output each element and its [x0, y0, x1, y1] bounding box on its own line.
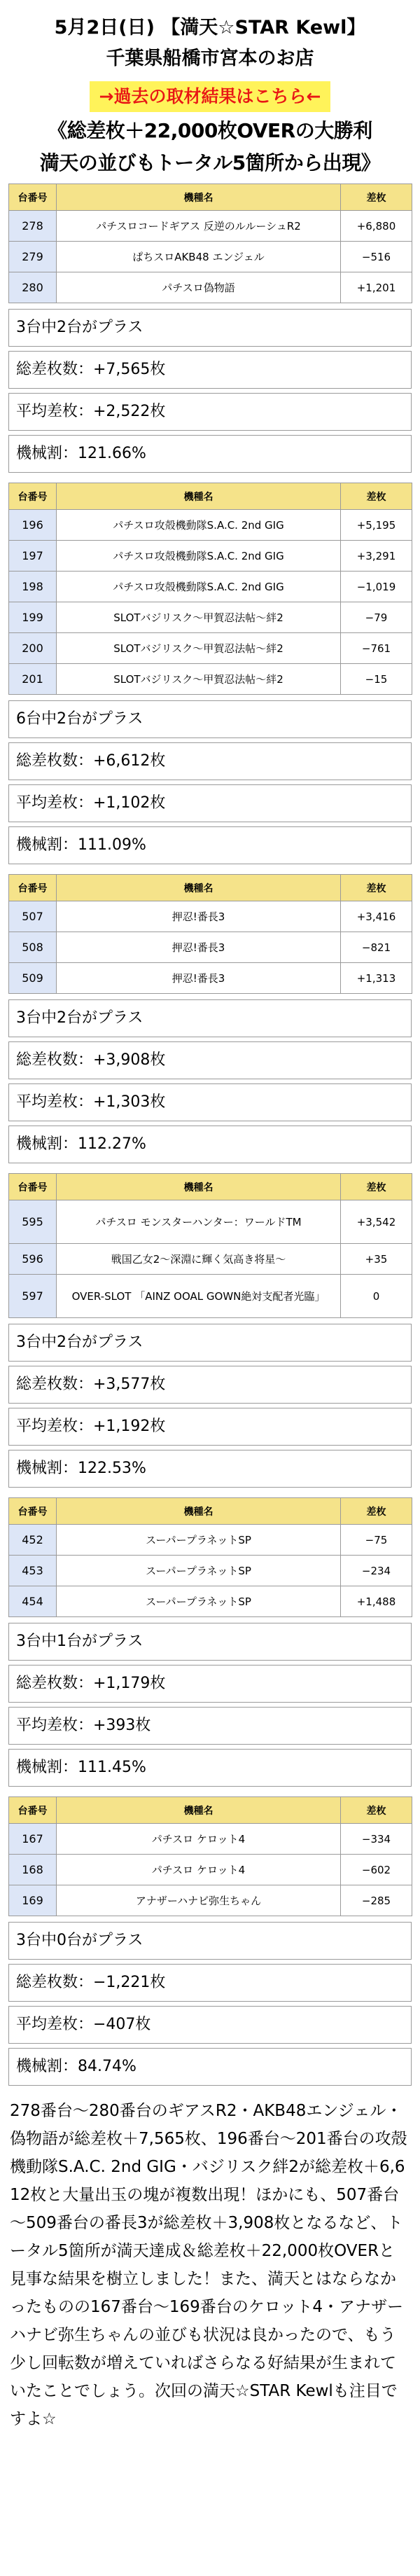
- machine-name: スーパープラネットSP: [57, 1556, 341, 1586]
- machine-name: パチスロ攻殻機動隊S.A.C. 2nd GIG: [57, 572, 341, 602]
- machine-name: SLOTバジリスク～甲賀忍法帖～絆2: [57, 633, 341, 664]
- result-group: [8, 483, 412, 864]
- payout-rate: 機械割：122.53%: [8, 1450, 412, 1488]
- header-machine: 機種名: [57, 875, 341, 901]
- machine-diff: −285: [341, 1885, 412, 1916]
- total-diff: 総差枚数：−1,221枚: [8, 1964, 412, 2002]
- machine-name: SLOTバジリスク～甲賀忍法帖～絆2: [57, 664, 341, 695]
- table-header-row: [9, 184, 412, 211]
- machine-diff: −821: [341, 932, 412, 963]
- header-machine: 機種名: [57, 483, 341, 510]
- machine-diff: −761: [341, 633, 412, 664]
- table-row: [9, 541, 412, 572]
- machine-table: [8, 874, 412, 994]
- machine-name: SLOTバジリスク～甲賀忍法帖～絆2: [57, 602, 341, 633]
- table-row: [9, 932, 412, 963]
- table-header-row: [9, 483, 412, 510]
- machine-name: 押忍!番長3: [57, 932, 341, 963]
- machine-name: 戦国乙女2～深淵に輝く気高き将星～: [57, 1244, 341, 1275]
- header-number: 台番号: [9, 1174, 57, 1200]
- header-number: 台番号: [9, 483, 57, 510]
- machine-table: [8, 1497, 412, 1617]
- result-group: [8, 1796, 412, 2086]
- table-row: [9, 572, 412, 602]
- machine-number: 198: [9, 572, 57, 602]
- table-row: [9, 1525, 412, 1556]
- header-number: 台番号: [9, 1797, 57, 1824]
- header-number: 台番号: [9, 1498, 57, 1525]
- machine-table: [8, 1796, 412, 1916]
- total-diff: 総差枚数：+1,179枚: [8, 1665, 412, 1703]
- average-diff: 平均差枚：+1,303枚: [8, 1083, 412, 1121]
- machine-name: ぱちスロAKB48 エンジェル: [57, 242, 341, 272]
- machine-name: アナザーハナビ弥生ちゃん: [57, 1885, 341, 1916]
- machine-number: 454: [9, 1586, 57, 1617]
- machine-name: 押忍!番長3: [57, 963, 341, 994]
- machine-number: 200: [9, 633, 57, 664]
- table-row: [9, 1275, 412, 1318]
- machine-diff: −234: [341, 1556, 412, 1586]
- machine-number: 453: [9, 1556, 57, 1586]
- result-group: [8, 874, 412, 1163]
- total-diff: 総差枚数：+3,577枚: [8, 1366, 412, 1404]
- machine-diff: +1,488: [341, 1586, 412, 1617]
- machine-name: パチスロ ケロット4: [57, 1824, 341, 1855]
- header-diff: 差枚: [341, 483, 412, 510]
- average-diff: 平均差枚：+393枚: [8, 1707, 412, 1745]
- headline-line-1: 《総差枚＋22,000枚OVERの大勝利: [48, 119, 372, 142]
- table-row: [9, 1200, 412, 1244]
- total-diff: 総差枚数：+3,908枚: [8, 1041, 412, 1079]
- average-diff: 平均差枚：−407枚: [8, 2006, 412, 2044]
- headline: [8, 115, 412, 179]
- table-row: [9, 1244, 412, 1275]
- plus-count: 3台中0台がプラス: [8, 1922, 412, 1960]
- table-row: [9, 1855, 412, 1885]
- machine-name: パチスロ攻殻機動隊S.A.C. 2nd GIG: [57, 541, 341, 572]
- machine-diff: +6,880: [341, 211, 412, 242]
- machine-number: 201: [9, 664, 57, 695]
- plus-count: 3台中2台がプラス: [8, 999, 412, 1037]
- page-subtitle: 千葉県船橋市宮本のお店: [106, 48, 314, 69]
- table-row: [9, 602, 412, 633]
- table-row: [9, 1885, 412, 1916]
- machine-number: 167: [9, 1824, 57, 1855]
- machine-name: スーパープラネットSP: [57, 1586, 341, 1617]
- machine-diff: −334: [341, 1824, 412, 1855]
- plus-count: 3台中2台がプラス: [8, 309, 412, 347]
- table-row: [9, 211, 412, 242]
- plus-count: 3台中1台がプラス: [8, 1623, 412, 1661]
- machine-number: 596: [9, 1244, 57, 1275]
- machine-diff: 0: [341, 1275, 412, 1318]
- past-results-link[interactable]: →過去の取材結果はこちら←: [90, 81, 331, 112]
- table-header-row: [9, 1797, 412, 1824]
- machine-name: パチスロコードギアス 反逆のルルーシュR2: [57, 211, 341, 242]
- result-group: [8, 1497, 412, 1787]
- machine-number: 197: [9, 541, 57, 572]
- plus-count: 3台中2台がプラス: [8, 1324, 412, 1362]
- machine-number: 507: [9, 901, 57, 932]
- table-row: [9, 664, 412, 695]
- machine-diff: −75: [341, 1525, 412, 1556]
- machine-name: 押忍!番長3: [57, 901, 341, 932]
- results-groups: [8, 183, 412, 2086]
- header-diff: 差枚: [341, 1174, 412, 1200]
- machine-name: OVER-SLOT 「AINZ OOAL GOWN絶対支配者光臨」: [57, 1275, 341, 1318]
- table-row: [9, 1556, 412, 1586]
- header-machine: 機種名: [57, 1797, 341, 1824]
- header-diff: 差枚: [341, 1498, 412, 1525]
- header-diff: 差枚: [341, 1797, 412, 1824]
- machine-number: 196: [9, 510, 57, 541]
- payout-rate: 機械割：111.45%: [8, 1749, 412, 1787]
- machine-name: パチスロ ケロット4: [57, 1855, 341, 1885]
- machine-name: パチスロ モンスターハンター：ワールドTM: [57, 1200, 341, 1244]
- machine-diff: +3,291: [341, 541, 412, 572]
- machine-diff: −79: [341, 602, 412, 633]
- header-diff: 差枚: [341, 184, 412, 211]
- machine-table: [8, 183, 412, 303]
- table-row: [9, 1586, 412, 1617]
- machine-number: 509: [9, 963, 57, 994]
- average-diff: 平均差枚：+1,102枚: [8, 784, 412, 822]
- machine-name: スーパープラネットSP: [57, 1525, 341, 1556]
- table-header-row: [9, 1174, 412, 1200]
- machine-number: 280: [9, 272, 57, 303]
- total-diff: 総差枚数：+6,612枚: [8, 742, 412, 780]
- machine-diff: +5,195: [341, 510, 412, 541]
- machine-diff: −15: [341, 664, 412, 695]
- machine-number: 168: [9, 1855, 57, 1885]
- header-number: 台番号: [9, 184, 57, 211]
- summary-text: 278番台～280番台のギアスR2・AKB48エンジェル・偽物語が総差枚＋7,565枚、196番台～201番台の攻殻機動隊S.A.C. 2nd GIG・バジリスク絆2が総差枚＋6,612枚と大量出玉の塊が複数出現！ほかにも、507番台～509番台の番長3が総差枚＋3,908枚となるなど、トータル5箇所が満天達成＆総差枚＋22,000枚OVERと見事な結果を樹立しました！また、満天とはならなかったものの167番台～169番台のケロット4・アナザーハナビ弥生ちゃんの並びも状況は良かったので、もう少し回転数が増えていればさらなる好結果が生まれていたことでしょう。次回の満天☆STAR Kewlも注目ですよ☆: [10, 2102, 407, 2428]
- machine-diff: −1,019: [341, 572, 412, 602]
- machine-diff: +1,201: [341, 272, 412, 303]
- header-machine: 機種名: [57, 1174, 341, 1200]
- machine-name: パチスロ偽物語: [57, 272, 341, 303]
- machine-diff: +3,416: [341, 901, 412, 932]
- payout-rate: 機械割：112.27%: [8, 1126, 412, 1163]
- table-header-row: [9, 1498, 412, 1525]
- machine-number: 595: [9, 1200, 57, 1244]
- machine-number: 278: [9, 211, 57, 242]
- payout-rate: 機械割：84.74%: [8, 2048, 412, 2086]
- table-header-row: [9, 875, 412, 901]
- plus-count: 6台中2台がプラス: [8, 700, 412, 738]
- past-link-wrapper: [8, 81, 412, 112]
- header-machine: 機種名: [57, 184, 341, 211]
- header-number: 台番号: [9, 875, 57, 901]
- header: [8, 0, 412, 74]
- table-row: [9, 901, 412, 932]
- machine-number: 452: [9, 1525, 57, 1556]
- machine-number: 279: [9, 242, 57, 272]
- page-title: 5月2日(日) 【満天☆STAR Kewl】: [54, 17, 366, 39]
- table-row: [9, 510, 412, 541]
- machine-name: パチスロ攻殻機動隊S.A.C. 2nd GIG: [57, 510, 341, 541]
- total-diff: 総差枚数：+7,565枚: [8, 351, 412, 389]
- table-row: [9, 633, 412, 664]
- result-group: [8, 1173, 412, 1488]
- machine-number: 199: [9, 602, 57, 633]
- machine-diff: +3,542: [341, 1200, 412, 1244]
- average-diff: 平均差枚：+1,192枚: [8, 1408, 412, 1446]
- result-group: [8, 183, 412, 473]
- table-row: [9, 963, 412, 994]
- payout-rate: 機械割：121.66%: [8, 435, 412, 473]
- table-row: [9, 1824, 412, 1855]
- header-machine: 機種名: [57, 1498, 341, 1525]
- machine-number: 169: [9, 1885, 57, 1916]
- machine-diff: +35: [341, 1244, 412, 1275]
- table-row: [9, 272, 412, 303]
- headline-line-2: 満天の並びもトータル5箇所から出現》: [39, 151, 381, 174]
- machine-number: 597: [9, 1275, 57, 1318]
- payout-rate: 機械割：111.09%: [8, 826, 412, 864]
- machine-table: [8, 483, 412, 695]
- table-row: [9, 242, 412, 272]
- machine-table: [8, 1173, 412, 1318]
- header-diff: 差枚: [341, 875, 412, 901]
- machine-diff: −516: [341, 242, 412, 272]
- machine-diff: −602: [341, 1855, 412, 1885]
- machine-diff: +1,313: [341, 963, 412, 994]
- machine-number: 508: [9, 932, 57, 963]
- average-diff: 平均差枚：+2,522枚: [8, 393, 412, 431]
